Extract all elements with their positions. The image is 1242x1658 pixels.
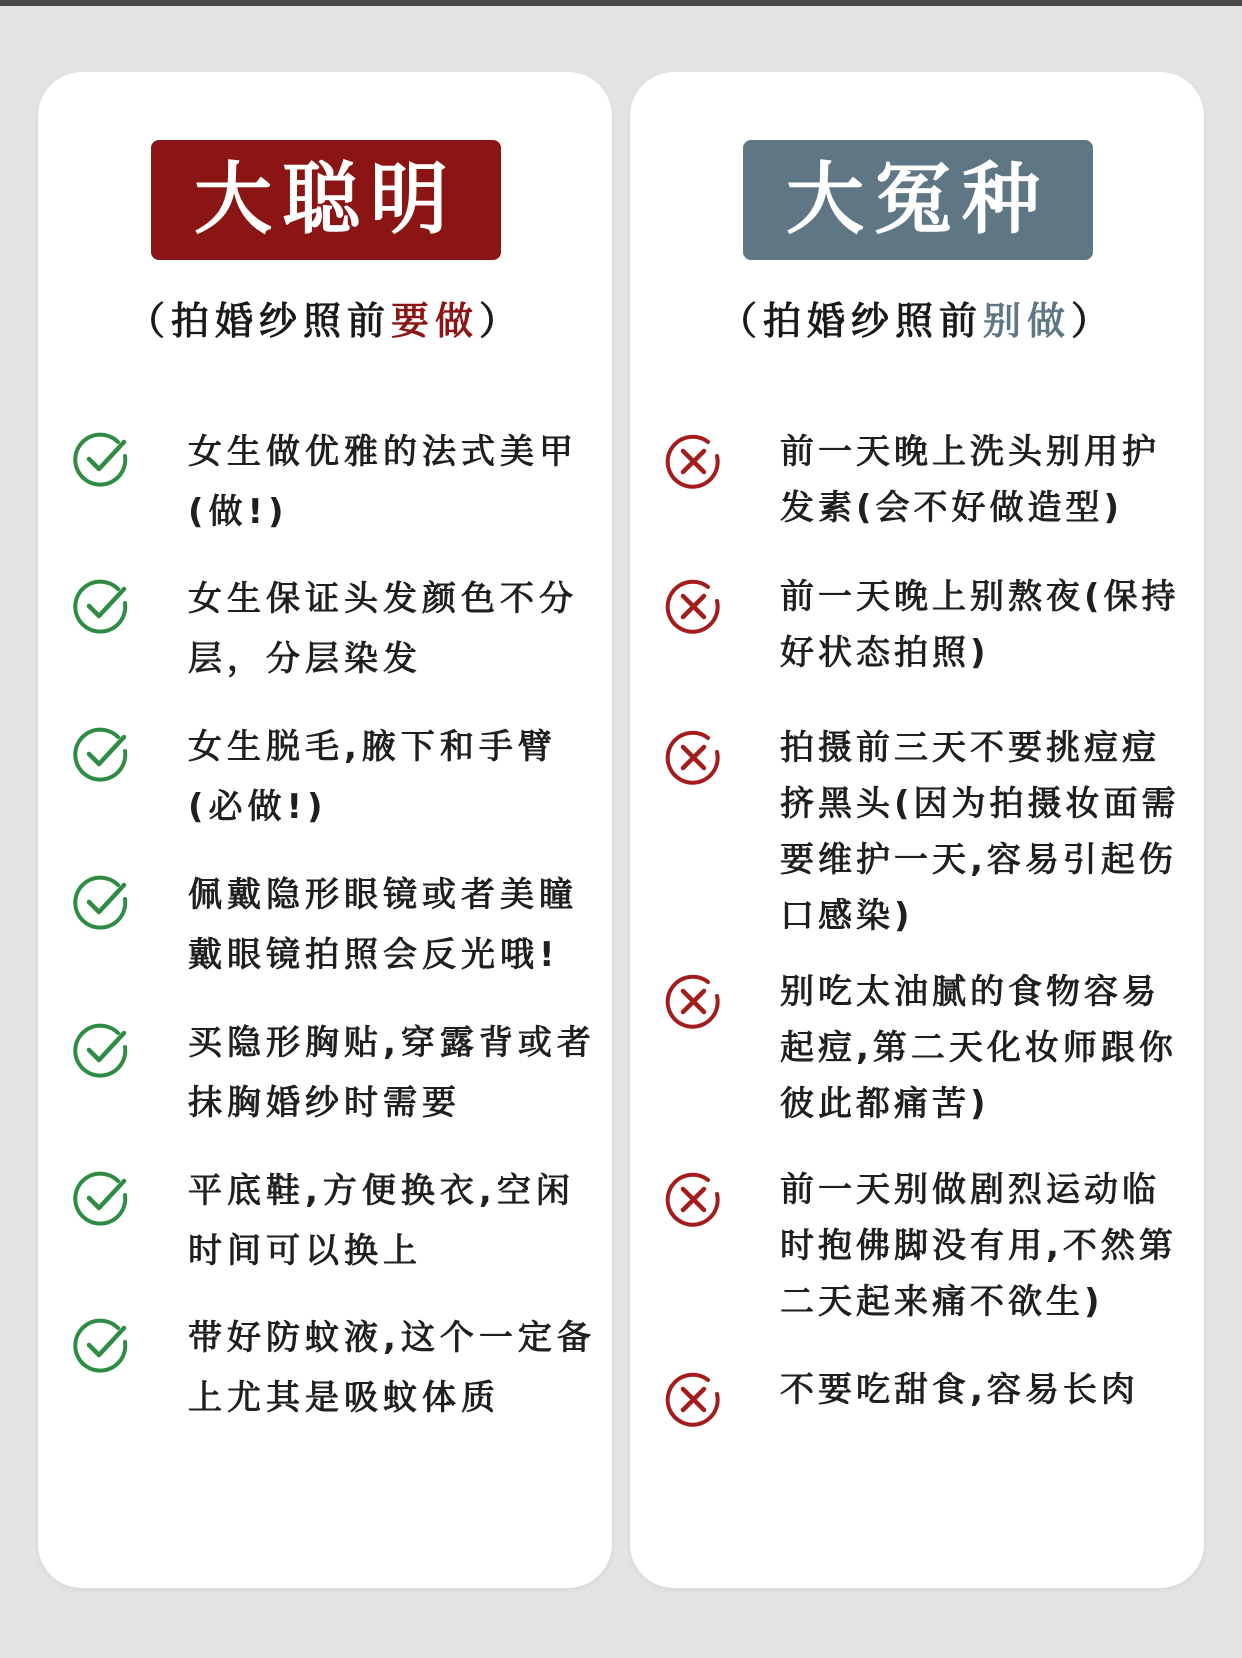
check-circle-icon — [72, 1021, 130, 1079]
do-subtitle-pre: （拍婚纱照前 — [126, 299, 391, 343]
dont-item-text: 前一天晚上洗头别用护发素(会不好做造型) — [780, 432, 1160, 528]
dont-title: 大冤种 — [743, 140, 1093, 260]
x-circle-icon — [664, 1170, 722, 1228]
do-card — [38, 72, 612, 1588]
check-circle-icon — [72, 577, 130, 635]
do-item-text: 女生保证头发颜色不分层，分层染发 — [188, 579, 578, 679]
x-circle-icon — [664, 577, 722, 635]
dont-card — [630, 72, 1204, 1588]
dont-subtitle-highlight: 别做 — [982, 299, 1071, 343]
do-item-text: 佩戴隐形眼镜或者美瞳戴眼镜拍照会反光哦! — [188, 875, 578, 975]
check-circle-icon — [72, 725, 130, 783]
do-item-text: 平底鞋,方便换衣,空闲时间可以换上 — [188, 1171, 575, 1271]
do-item-text: 女生脱毛,腋下和手臂(必做!) — [188, 727, 557, 827]
dont-subtitle-pre: （拍婚纱照前 — [718, 299, 983, 343]
do-subtitle-highlight: 要做 — [390, 299, 479, 343]
dont-item-text: 拍摄前三天不要挑痘痘挤黑头(因为拍摄妆面需要维护一天,容易引起伤口感染) — [780, 728, 1180, 936]
dont-item-text: 前一天别做剧烈运动临时抱佛脚没有用,不然第二天起来痛不欲生) — [780, 1170, 1177, 1322]
x-circle-icon — [664, 1370, 722, 1428]
do-subtitle — [38, 290, 612, 345]
check-circle-icon — [72, 1169, 130, 1227]
do-item-text: 女生做优雅的法式美甲(做!) — [188, 432, 578, 532]
do-item-text: 买隐形胸贴,穿露背或者抹胸婚纱时需要 — [188, 1023, 596, 1123]
dont-subtitle-post: ） — [1071, 299, 1116, 343]
check-circle-icon — [72, 1316, 130, 1374]
do-title: 大聪明 — [151, 140, 501, 260]
x-circle-icon — [664, 432, 722, 490]
top-bar — [0, 0, 1242, 6]
do-item-text: 带好防蚊液,这个一定备上尤其是吸蚊体质 — [188, 1318, 596, 1418]
check-circle-icon — [72, 873, 130, 931]
dont-item-text: 不要吃甜食,容易长肉 — [780, 1370, 1139, 1410]
check-circle-icon — [72, 430, 130, 488]
dont-item-text: 别吃太油腻的食物容易起痘,第二天化妆师跟你彼此都痛苦) — [780, 972, 1177, 1124]
dont-item-text: 前一天晚上别熬夜(保持好状态拍照) — [780, 577, 1180, 673]
x-circle-icon — [664, 728, 722, 786]
dont-subtitle — [630, 290, 1204, 345]
do-subtitle-post: ） — [479, 299, 524, 343]
x-circle-icon — [664, 972, 722, 1030]
